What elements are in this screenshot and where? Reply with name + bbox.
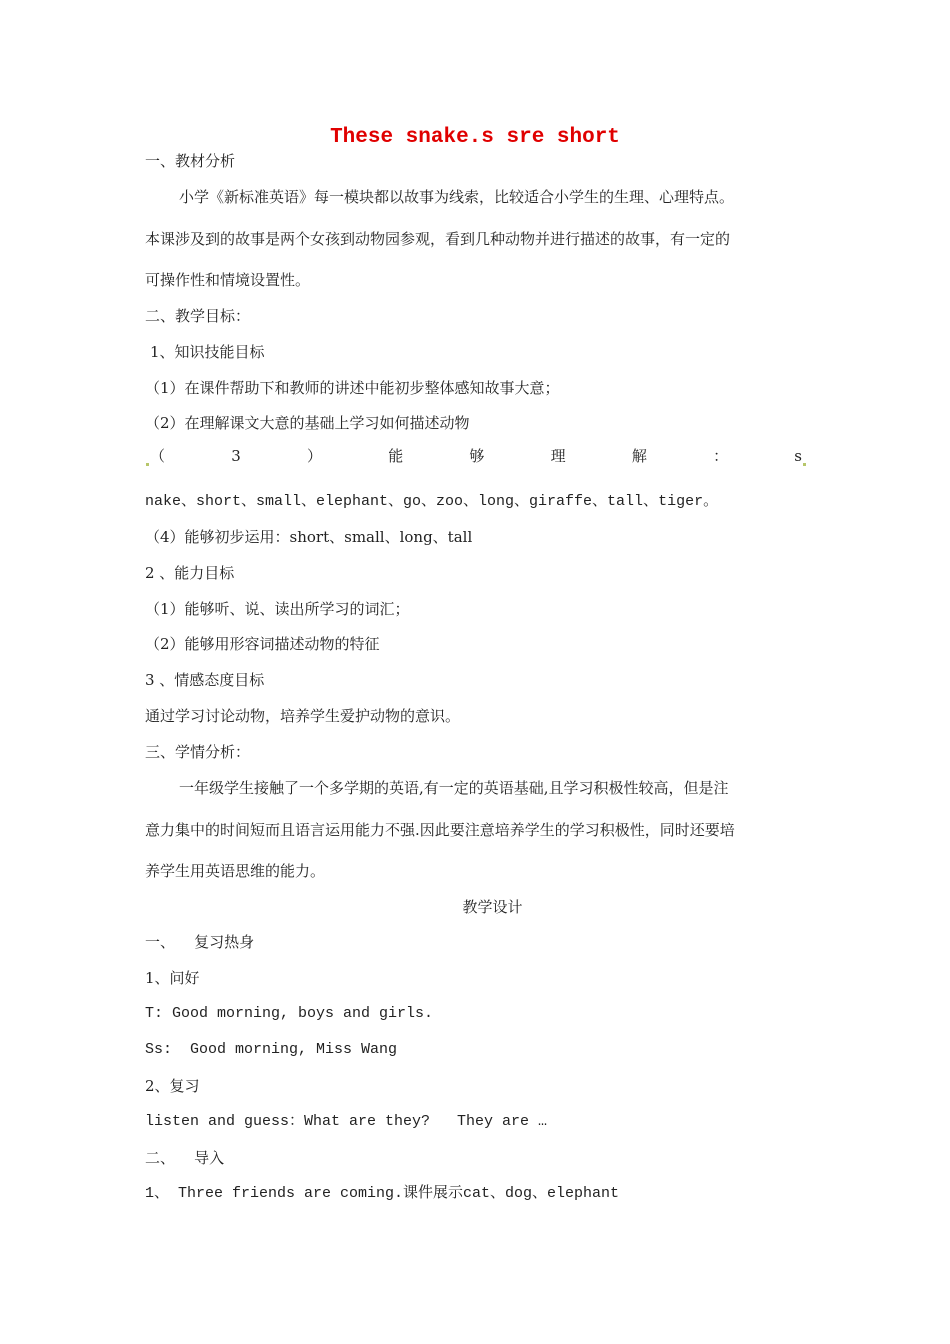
goal-heading: 1、知识技能目标 xyxy=(150,343,265,361)
dialogue-line: Ss: Good morning, Miss Wang xyxy=(145,1041,398,1058)
mark-dot xyxy=(146,463,149,466)
step-heading: 二、 导入 xyxy=(145,1149,225,1167)
goal-item: （1）在课件帮助下和教师的讲述中能初步整体感知故事大意； xyxy=(145,379,560,397)
paragraph-line: 一年级学生接触了一个多学期的英语,有一定的英语基础,且学习积极性较高，但是注 xyxy=(179,779,729,797)
paragraph-line: 可操作性和情境设置性。 xyxy=(145,271,311,289)
justified-char: ： xyxy=(713,447,729,465)
goal-heading: 3 、情感态度目标 xyxy=(145,671,265,689)
document-title: These snake.s sre short xyxy=(330,126,620,149)
justified-char: 3 xyxy=(231,447,241,465)
justified-char: 能 xyxy=(388,447,404,465)
goal-item: （4）能够初步运用：short、small、long、tall xyxy=(145,528,473,546)
vocabulary-list: nake、short、small、elephant、go、zoo、long、giraffe、tall、tiger。 xyxy=(145,493,719,510)
mark-dot xyxy=(803,463,806,466)
step-item: 2、复习 xyxy=(145,1077,200,1095)
paragraph-line: 养学生用英语思维的能力。 xyxy=(145,862,326,880)
justified-char: 理 xyxy=(550,447,566,465)
goal-item-justified xyxy=(145,446,807,466)
justified-char: ） xyxy=(306,447,322,465)
section-heading-textbook-analysis: 一、教材分析 xyxy=(145,152,236,170)
paragraph-line: 意力集中的时间短而且语言运用能力不强.因此要注意培养学生的学习积极性，同时还要培 xyxy=(145,821,735,839)
justified-char: 够 xyxy=(469,447,485,465)
justified-char: （ xyxy=(145,446,165,466)
section-heading-student-analysis: 三、学情分析： xyxy=(145,743,251,761)
goal-item: 通过学习讨论动物，培养学生爱护动物的意识。 xyxy=(145,707,461,725)
justified-char: 解 xyxy=(631,447,647,465)
activity-line: listen and guess：What are they? They are … xyxy=(145,1113,548,1130)
paragraph-line: 小学《新标准英语》每一模块都以故事为线索，比较适合小学生的生理、心理特点。 xyxy=(179,188,735,206)
step-item: 1、问好 xyxy=(145,969,200,987)
dialogue-line: T: Good morning, boys and girls. xyxy=(145,1005,434,1022)
step-item: 1、 Three friends are coming.课件展示cat、dog、elephant xyxy=(145,1185,620,1202)
goal-item: （1）能够听、说、读出所学习的词汇； xyxy=(145,600,410,618)
section-heading-teaching-goals: 二、教学目标： xyxy=(145,307,251,325)
goal-item: （2）能够用形容词描述动物的特征 xyxy=(145,635,380,653)
justified-char: s xyxy=(794,446,807,466)
step-heading: 一、 复习热身 xyxy=(145,933,255,951)
section-heading-teaching-design: 教学设计 xyxy=(462,898,523,916)
goal-item: （2）在理解课文大意的基础上学习如何描述动物 xyxy=(145,414,470,432)
paragraph-line: 本课涉及到的故事是两个女孩到动物园参观，看到几种动物并进行描述的故事，有一定的 xyxy=(145,230,731,248)
goal-heading: 2 、能力目标 xyxy=(145,564,235,582)
